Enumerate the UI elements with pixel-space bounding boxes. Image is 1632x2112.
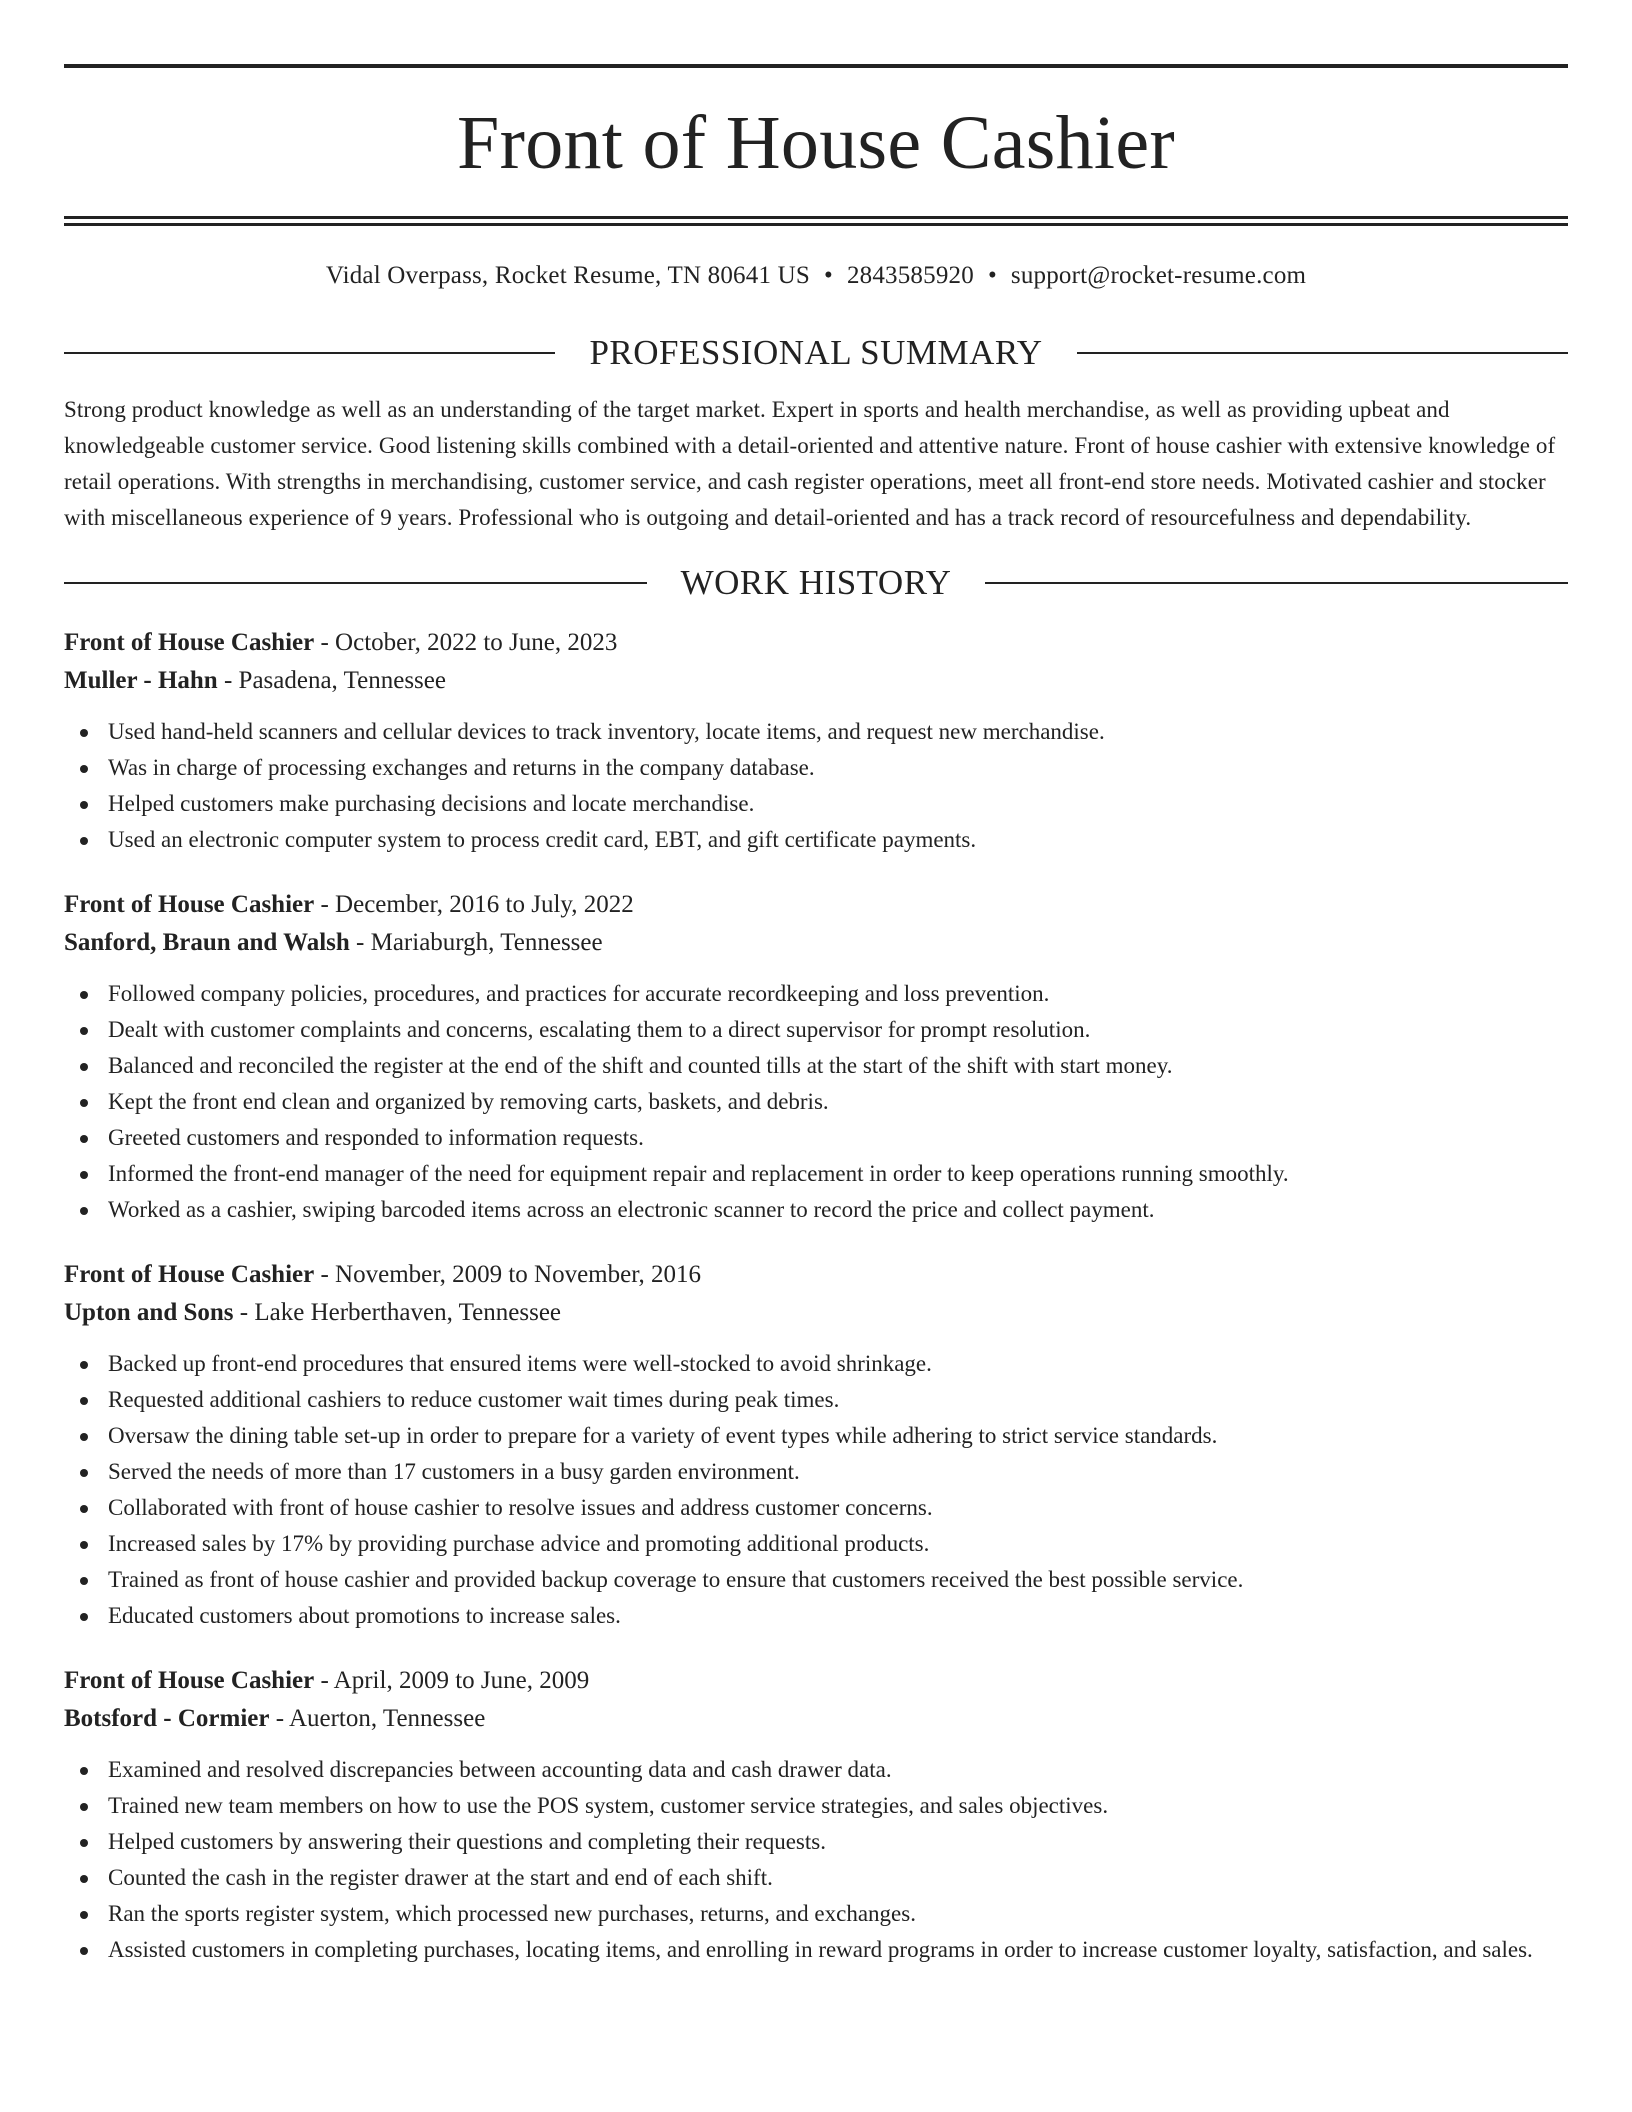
resume-title: Front of House Cashier xyxy=(457,101,1175,185)
job-dates: - October, 2022 to June, 2023 xyxy=(314,629,618,656)
job-title: Front of House Cashier xyxy=(64,891,315,918)
job-company-line xyxy=(64,924,1568,962)
job-company-line xyxy=(64,1294,1568,1332)
job-duties-list xyxy=(64,714,1568,858)
work-heading: WORK HISTORY xyxy=(680,563,952,602)
list-item: Oversaw the dining table set-up in order to prepare for a variety of event types while adhering to strict service standards. xyxy=(64,1418,1568,1454)
list-item: Educated customers about promotions to increase sales. xyxy=(64,1598,1568,1634)
list-item: Collaborated with front of house cashier to resolve issues and address customer concerns. xyxy=(64,1490,1568,1526)
resume-page xyxy=(64,64,1568,1968)
list-item: Served the needs of more than 17 customers in a busy garden environment. xyxy=(64,1454,1568,1490)
job-location: - Pasadena, Tennessee xyxy=(217,667,446,694)
list-item: Examined and resolved discrepancies between accounting data and cash drawer data. xyxy=(64,1752,1568,1788)
contact-separator: • xyxy=(987,262,997,289)
job-company: Sanford, Braun and Walsh xyxy=(64,929,350,956)
list-item: Balanced and reconciled the register at the end of the shift and counted tills at the start of the shift with start money. xyxy=(64,1048,1568,1084)
list-item: Ran the sports register system, which processed new purchases, returns, and exchanges. xyxy=(64,1896,1568,1932)
heading-rule-right xyxy=(985,582,1568,584)
list-item: Backed up front-end procedures that ensured items were well-stocked to avoid shrinkage. xyxy=(64,1346,1568,1382)
title-double-rule xyxy=(64,216,1568,226)
list-item: Assisted customers in completing purchases, locating items, and enrolling in reward programs in order to increase customer loyalty, satisfaction, and sales. xyxy=(64,1932,1568,1968)
job-duties-list xyxy=(64,1752,1568,1968)
top-rule xyxy=(64,64,1568,68)
job-company: Muller - Hahn xyxy=(64,667,218,694)
list-item: Used an electronic computer system to process credit card, EBT, and gift certificate payments. xyxy=(64,822,1568,858)
job-title: Front of House Cashier xyxy=(64,1667,315,1694)
list-item: Greeted customers and responded to information requests. xyxy=(64,1120,1568,1156)
list-item: Informed the front-end manager of the need for equipment repair and replacement in order to keep operations running smoothly. xyxy=(64,1156,1568,1192)
summary-text: Strong product knowledge as well as an understanding of the target market. Expert in sports and health merchandise, as well as providing upbeat and knowledgeable customer service. Good listening skills combined with a detail-oriented and attentive nature. Front of house cashier with extensive knowledge of retail operations. With strengths in merchandising, customer service, and cash register operations, meet all front-end store needs. Motivated cashier and stocker with miscellaneous experience of 9 years. Professional who is outgoing and detail-oriented and has a track record of resourcefulness and dependability. xyxy=(64,397,1556,530)
list-item: Helped customers make purchasing decisions and locate merchandise. xyxy=(64,786,1568,822)
job-entry xyxy=(64,886,1568,1228)
job-company-line xyxy=(64,1700,1568,1738)
list-item: Kept the front end clean and organized by removing carts, baskets, and debris. xyxy=(64,1084,1568,1120)
job-dates: - December, 2016 to July, 2022 xyxy=(314,891,634,918)
heading-rule-left xyxy=(64,582,647,584)
contact-email: support@rocket-resume.com xyxy=(1010,262,1307,289)
summary-section-heading xyxy=(64,332,1568,374)
job-location: - Mariaburgh, Tennessee xyxy=(349,929,603,956)
list-item: Used hand-held scanners and cellular devices to track inventory, locate items, and request new merchandise. xyxy=(64,714,1568,750)
list-item: Increased sales by 17% by providing purchase advice and promoting additional products. xyxy=(64,1526,1568,1562)
job-dates: - November, 2009 to November, 2016 xyxy=(314,1261,702,1288)
list-item: Was in charge of processing exchanges and returns in the company database. xyxy=(64,750,1568,786)
job-company: Upton and Sons xyxy=(64,1299,234,1326)
list-item: Requested additional cashiers to reduce customer wait times during peak times. xyxy=(64,1382,1568,1418)
contact-address: Vidal Overpass, Rocket Resume, TN 80641 US xyxy=(325,262,810,289)
list-item: Trained new team members on how to use the POS system, customer service strategies, and sales objectives. xyxy=(64,1788,1568,1824)
job-location: - Auerton, Tennessee xyxy=(269,1705,486,1732)
list-item: Helped customers by answering their questions and completing their requests. xyxy=(64,1824,1568,1860)
contact-phone: 2843585920 xyxy=(846,262,974,289)
job-title-line xyxy=(64,1662,1568,1700)
job-title-line xyxy=(64,1256,1568,1294)
job-company-line xyxy=(64,662,1568,700)
contact-line xyxy=(64,260,1568,292)
work-history-list xyxy=(64,624,1568,1968)
job-entry xyxy=(64,1662,1568,1968)
job-title-line xyxy=(64,624,1568,662)
heading-rule-left xyxy=(64,352,555,354)
list-item: Followed company policies, procedures, and practices for accurate recordkeeping and loss prevention. xyxy=(64,976,1568,1012)
job-duties-list xyxy=(64,1346,1568,1634)
contact-separator: • xyxy=(823,262,833,289)
job-dates: - April, 2009 to June, 2009 xyxy=(314,1667,590,1694)
job-company: Botsford - Cormier xyxy=(64,1705,270,1732)
job-location: - Lake Herberthaven, Tennessee xyxy=(233,1299,562,1326)
list-item: Counted the cash in the register drawer at the start and end of each shift. xyxy=(64,1860,1568,1896)
list-item: Dealt with customer complaints and concerns, escalating them to a direct supervisor for prompt resolution. xyxy=(64,1012,1568,1048)
heading-rule-right xyxy=(1077,352,1568,354)
job-duties-list xyxy=(64,976,1568,1228)
job-entry xyxy=(64,1256,1568,1634)
list-item: Trained as front of house cashier and provided backup coverage to ensure that customers received the best possible service. xyxy=(64,1562,1568,1598)
summary-heading: PROFESSIONAL SUMMARY xyxy=(589,333,1043,372)
work-section-heading xyxy=(64,562,1568,604)
job-entry xyxy=(64,624,1568,858)
job-title: Front of House Cashier xyxy=(64,629,315,656)
job-title: Front of House Cashier xyxy=(64,1261,315,1288)
list-item: Worked as a cashier, swiping barcoded items across an electronic scanner to record the price and collect payment. xyxy=(64,1192,1568,1228)
job-title-line xyxy=(64,886,1568,924)
